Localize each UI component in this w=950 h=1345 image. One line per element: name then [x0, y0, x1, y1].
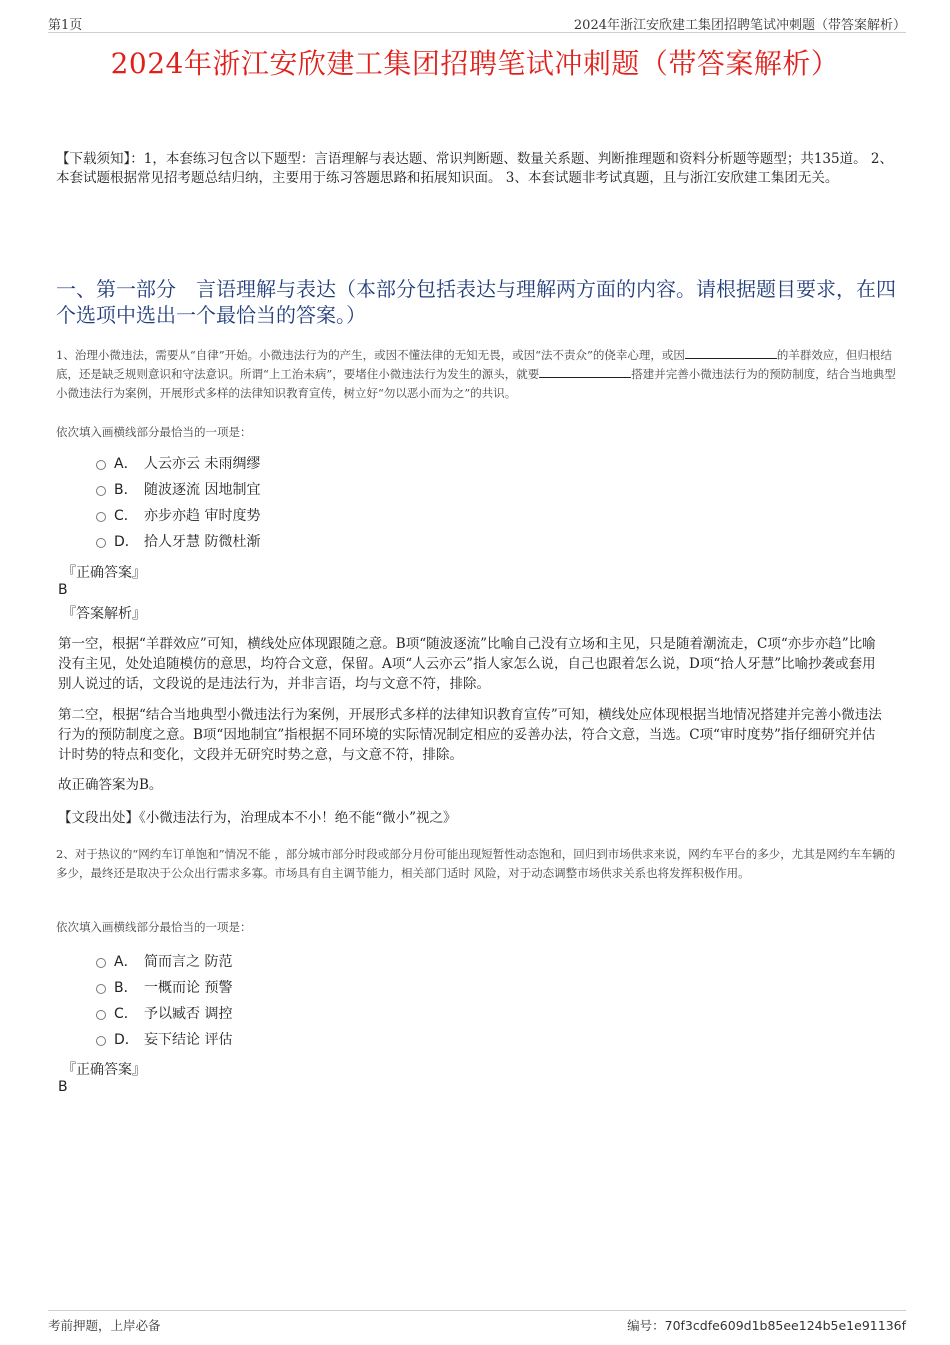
- question-1-part-a: 1、治理小微违法，需要从“自律”开始。小微违法行为的产生，或因不懂法律的无知无畏，或因“法不责众”的侥幸心理，或因: [56, 348, 685, 362]
- question-2-instruction: 依次填入画横线部分最恰当的一项是：: [56, 920, 252, 934]
- answer-label: 『正确答案』: [62, 565, 146, 581]
- footer-slogan: 考前押题，上岸必备: [48, 1318, 161, 1333]
- page-footer: [48, 1310, 906, 1337]
- option-a[interactable]: A． 人云亦云 未雨绸缪: [96, 453, 260, 479]
- download-notice: 【下载须知】：1，本套练习包含以下题型：言语理解与表达题、常识判断题、数量关系题、判断推理题和资料分析题等题型；共135道。 2、本套试题根据常见招考题总结归纳，主要用于练习答题思路和拓展知识面。 3、本套试题非考试真题，且与浙江安欣建工集团无关。: [56, 151, 893, 186]
- question-1-part-c: 搭建并完善小微违法行为的预防制度，结合当地典型小微违法行为案例，开展形式多样的法律知识教育宣传，树立好“勿以恶小而为之”的共识。: [56, 367, 896, 400]
- page-header: [48, 12, 906, 33]
- question-1-options: [96, 453, 260, 557]
- blank-line: [539, 365, 631, 378]
- analysis-paragraph-2: 第二空，根据“结合当地典型小微违法行为案例，开展形式多样的法律知识教育宣传”可知，横线处应体现根据当地情况搭建并完善小微违法行为的预防制度之意。B项“因地制宜”指根据不同环境的实际情况制定相应的妥善办法，符合文意，当选。C项“审时度势”指仔细研究并估计时势的特点和变化，文段并无研究时势之意，与文意不符，排除。: [58, 707, 882, 763]
- option-c[interactable]: C． 予以臧否 调控: [96, 1003, 232, 1029]
- analysis-source: 【文段出处】《小微违法行为，治理成本不小！绝不能“微小”视之》: [58, 810, 457, 826]
- radio-icon[interactable]: [96, 1010, 106, 1020]
- option-d[interactable]: D． 拾人牙慧 防微杜渐: [96, 531, 260, 557]
- radio-icon[interactable]: [96, 460, 106, 470]
- radio-icon[interactable]: [96, 512, 106, 522]
- option-d[interactable]: D． 妄下结论 评估: [96, 1029, 232, 1055]
- answer-value: B: [58, 582, 68, 598]
- question-1-text: [56, 346, 898, 403]
- blank-line: [685, 346, 777, 359]
- question-2-options: [96, 951, 232, 1055]
- analysis-conclusion: 故正确答案为B。: [58, 777, 163, 793]
- analysis-label: 『答案解析』: [62, 606, 146, 622]
- question-1-instruction: 依次填入画横线部分最恰当的一项是：: [56, 425, 252, 439]
- document-title: 2024年浙江安欣建工集团招聘笔试冲刺题（带答案解析）: [110, 47, 840, 80]
- option-a[interactable]: A． 简而言之 防范: [96, 951, 232, 977]
- option-b[interactable]: B． 一概而论 预警: [96, 977, 232, 1003]
- radio-icon[interactable]: [96, 984, 106, 994]
- option-b[interactable]: B． 随波逐流 因地制宜: [96, 479, 260, 505]
- option-c[interactable]: C． 亦步亦趋 审时度势: [96, 505, 260, 531]
- section-title: 一、第一部分 言语理解与表达（本部分包括表达与理解两方面的内容。请根据题目要求，在四个选项中选出一个最恰当的答案。）: [56, 277, 896, 327]
- answer-label: 『正确答案』: [62, 1062, 146, 1078]
- radio-icon[interactable]: [96, 486, 106, 496]
- radio-icon[interactable]: [96, 538, 106, 548]
- question-1-part-b: 的羊群效应，但归根结底，还是缺乏规则意识和守法意识。所谓“上工治未病”，要堵住小微违法行为发生的源头，就要: [56, 348, 892, 381]
- analysis-paragraph-1: 第一空，根据“羊群效应”可知，横线处应体现跟随之意。B项“随波逐流”比喻自己没有立场和主见，只是随着潮流走，C项“亦步亦趋”比喻没有主见，处处追随模仿的意思，均符合文意，保留。A项“人云亦云”指人家怎么说，自己也跟着怎么说，D项“拾人牙慧”比喻抄袭或套用别人说过的话，文段说的是违法行为，并非言语，均与文意不符，排除。: [58, 636, 876, 692]
- radio-icon[interactable]: [96, 1036, 106, 1046]
- page-number: 第1页: [48, 18, 83, 33]
- question-2-text: 2、对于热议的“网约车订单饱和”情况不能 ，部分城市部分时段或部分月份可能出现短暂性动态饱和，回归到市场供求来说，网约车平台的多少，尤其是网约车车辆的多少，最终还是取决于公众出行需求多寡。市场具有自主调节能力，相关部门适时 风险，对于动态调整市场供求关系也将发挥积极作用。: [56, 847, 896, 880]
- answer-value: B: [58, 1079, 68, 1095]
- radio-icon[interactable]: [96, 958, 106, 968]
- header-doc-title: 2024年浙江安欣建工集团招聘笔试冲刺题（带答案解析）: [573, 18, 906, 33]
- footer-code: 编号：70f3cdfe609d1b85ee124b5e1e91136f: [627, 1318, 906, 1333]
